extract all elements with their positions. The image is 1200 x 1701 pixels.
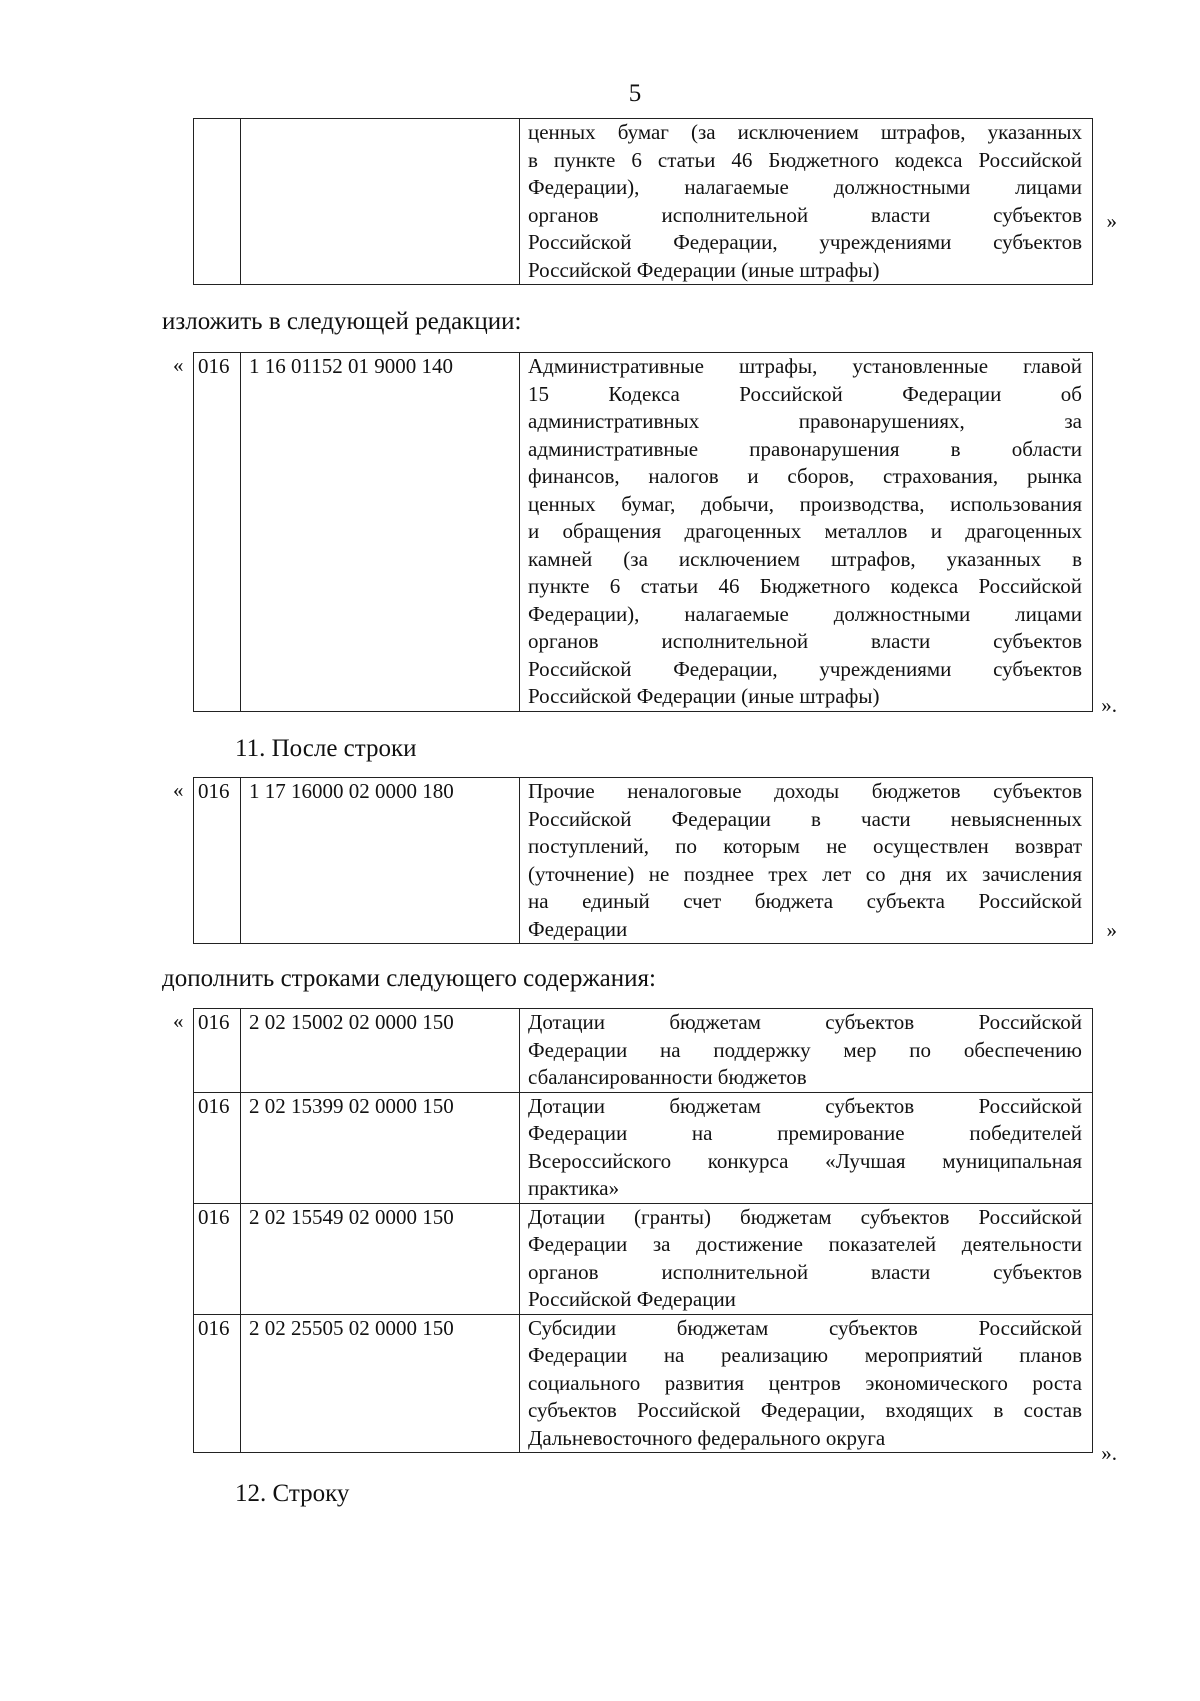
table-row — [194, 1009, 1093, 1093]
description-line: пункте 6 статьи 46 Бюджетного кодекса Российской — [528, 574, 1082, 598]
description-line: органов исполнительной власти субъектов — [528, 1259, 1082, 1284]
description-line: социального развития центров экономического роста — [528, 1370, 1082, 1395]
budget-code-cell: 1 17 16000 02 0000 180 — [241, 778, 520, 944]
description-line: поступлений, по которым не осуществлен возврат — [528, 834, 1082, 858]
description-line: Дотации бюджетам субъектов Российской — [528, 1093, 1082, 1118]
table-continuation — [193, 118, 1117, 285]
description-line: ценных бумаг (за исключением штрафов, указанных — [528, 120, 1082, 144]
description-line: Федерации), налагаемые должностными лицами — [528, 175, 1082, 199]
table-row — [194, 1203, 1093, 1314]
closing-quote: ». — [1101, 1441, 1117, 1465]
description-line: Административные штрафы, установленные главой — [528, 354, 1082, 378]
opening-quote: « — [173, 353, 184, 377]
description-line: административные правонарушения в области — [528, 436, 1082, 461]
table-added-rows — [173, 1008, 1117, 1465]
description-line: камней (за исключением штрафов, указанных в — [528, 546, 1082, 571]
description-line: и обращения драгоценных металлов и драгоценных — [528, 519, 1082, 543]
table-row — [194, 119, 1093, 285]
admin-code-cell: 016 — [194, 778, 241, 944]
description-line: Субсидии бюджетам субъектов Российской — [528, 1315, 1082, 1340]
description-line: Федерации за достижение показателей деятельности — [528, 1232, 1082, 1256]
description-line: 15 Кодекса Российской Федерации об — [528, 381, 1082, 406]
table-new-wording — [173, 352, 1117, 717]
budget-code-cell: 2 02 15549 02 0000 150 — [241, 1203, 520, 1314]
admin-code-cell: 016 — [194, 1314, 241, 1453]
page-number: 5 — [628, 80, 642, 107]
description-line: субъектов Российской Федерации, входящих в состав — [528, 1398, 1082, 1422]
budget-code-cell: 2 02 15002 02 0000 150 — [241, 1009, 520, 1093]
description-line: финансов, налогов и сборов, страхования, рынка — [528, 464, 1082, 488]
description-line: Федерации на премирование победителей — [528, 1121, 1082, 1145]
budget-code-cell — [241, 119, 520, 285]
table-row — [194, 1314, 1093, 1453]
budget-code-cell: 1 16 01152 01 9000 140 — [241, 353, 520, 712]
description-line: Российской Федерации (иные штрафы) — [528, 684, 880, 708]
item-11-heading: 11. После строки — [235, 735, 417, 762]
description-line: Федерации на реализацию мероприятий планов — [528, 1343, 1082, 1367]
description-line: Федерации), налагаемые должностными лицами — [528, 601, 1082, 626]
admin-code-cell: 016 — [194, 353, 241, 712]
description-cell — [520, 778, 1093, 944]
table-row — [194, 353, 1093, 712]
item-12-heading: 12. Строку — [235, 1480, 350, 1507]
closing-quote: » — [1106, 918, 1117, 942]
description-line: Федерации на поддержку мер по обеспечению — [528, 1037, 1082, 1062]
description-line: Дальневосточного федерального округа — [528, 1425, 886, 1450]
budget-code-cell: 2 02 25505 02 0000 150 — [241, 1314, 520, 1453]
description-line: сбалансированности бюджетов — [528, 1065, 807, 1089]
description-line: Российской Федерации — [528, 1287, 736, 1311]
description-line: Дотации бюджетам субъектов Российской — [528, 1010, 1082, 1034]
description-line: Федерации — [528, 916, 628, 941]
instruction-text: изложить в следующей редакции: — [162, 308, 522, 335]
description-line: административных правонарушениях, за — [528, 409, 1082, 433]
opening-quote: « — [173, 778, 184, 802]
description-cell — [520, 1314, 1093, 1453]
closing-quote: » — [1106, 209, 1117, 233]
admin-code-cell — [194, 119, 241, 285]
description-line: Российской Федерации (иные штрафы) — [528, 257, 880, 282]
description-line: (уточнение) не позднее трех лет со дня их зачисления — [528, 861, 1082, 886]
description-line: органов исполнительной власти субъектов — [528, 629, 1082, 653]
description-cell — [520, 1092, 1093, 1203]
instruction-text: дополнить строками следующего содержания: — [162, 965, 656, 992]
closing-quote: ». — [1101, 693, 1117, 717]
table-row — [194, 778, 1093, 944]
description-line: практика» — [528, 1176, 620, 1200]
table-after-row — [173, 777, 1117, 944]
description-line: органов исполнительной власти субъектов — [528, 202, 1082, 227]
description-cell — [520, 119, 1093, 285]
description-line: на единый счет бюджета субъекта Российской — [528, 889, 1082, 913]
admin-code-cell: 016 — [194, 1009, 241, 1093]
description-cell — [520, 1203, 1093, 1314]
opening-quote: « — [173, 1009, 184, 1033]
description-line: Всероссийского конкурса «Лучшая муниципальная — [528, 1148, 1082, 1173]
description-line: в пункте 6 статьи 46 Бюджетного кодекса Российской — [528, 147, 1082, 172]
description-cell — [520, 1009, 1093, 1093]
admin-code-cell: 016 — [194, 1203, 241, 1314]
budget-code-cell: 2 02 15399 02 0000 150 — [241, 1092, 520, 1203]
description-line: Дотации (гранты) бюджетам субъектов Российской — [528, 1204, 1082, 1229]
description-line: Российской Федерации, учреждениями субъектов — [528, 230, 1082, 254]
description-line: Прочие неналоговые доходы бюджетов субъектов — [528, 779, 1082, 803]
description-line: ценных бумаг, добычи, производства, использования — [528, 491, 1082, 516]
admin-code-cell: 016 — [194, 1092, 241, 1203]
description-line: Российской Федерации, учреждениями субъектов — [528, 656, 1082, 681]
description-cell — [520, 353, 1093, 712]
table-row — [194, 1092, 1093, 1203]
description-line: Российской Федерации в части невыясненных — [528, 806, 1082, 831]
